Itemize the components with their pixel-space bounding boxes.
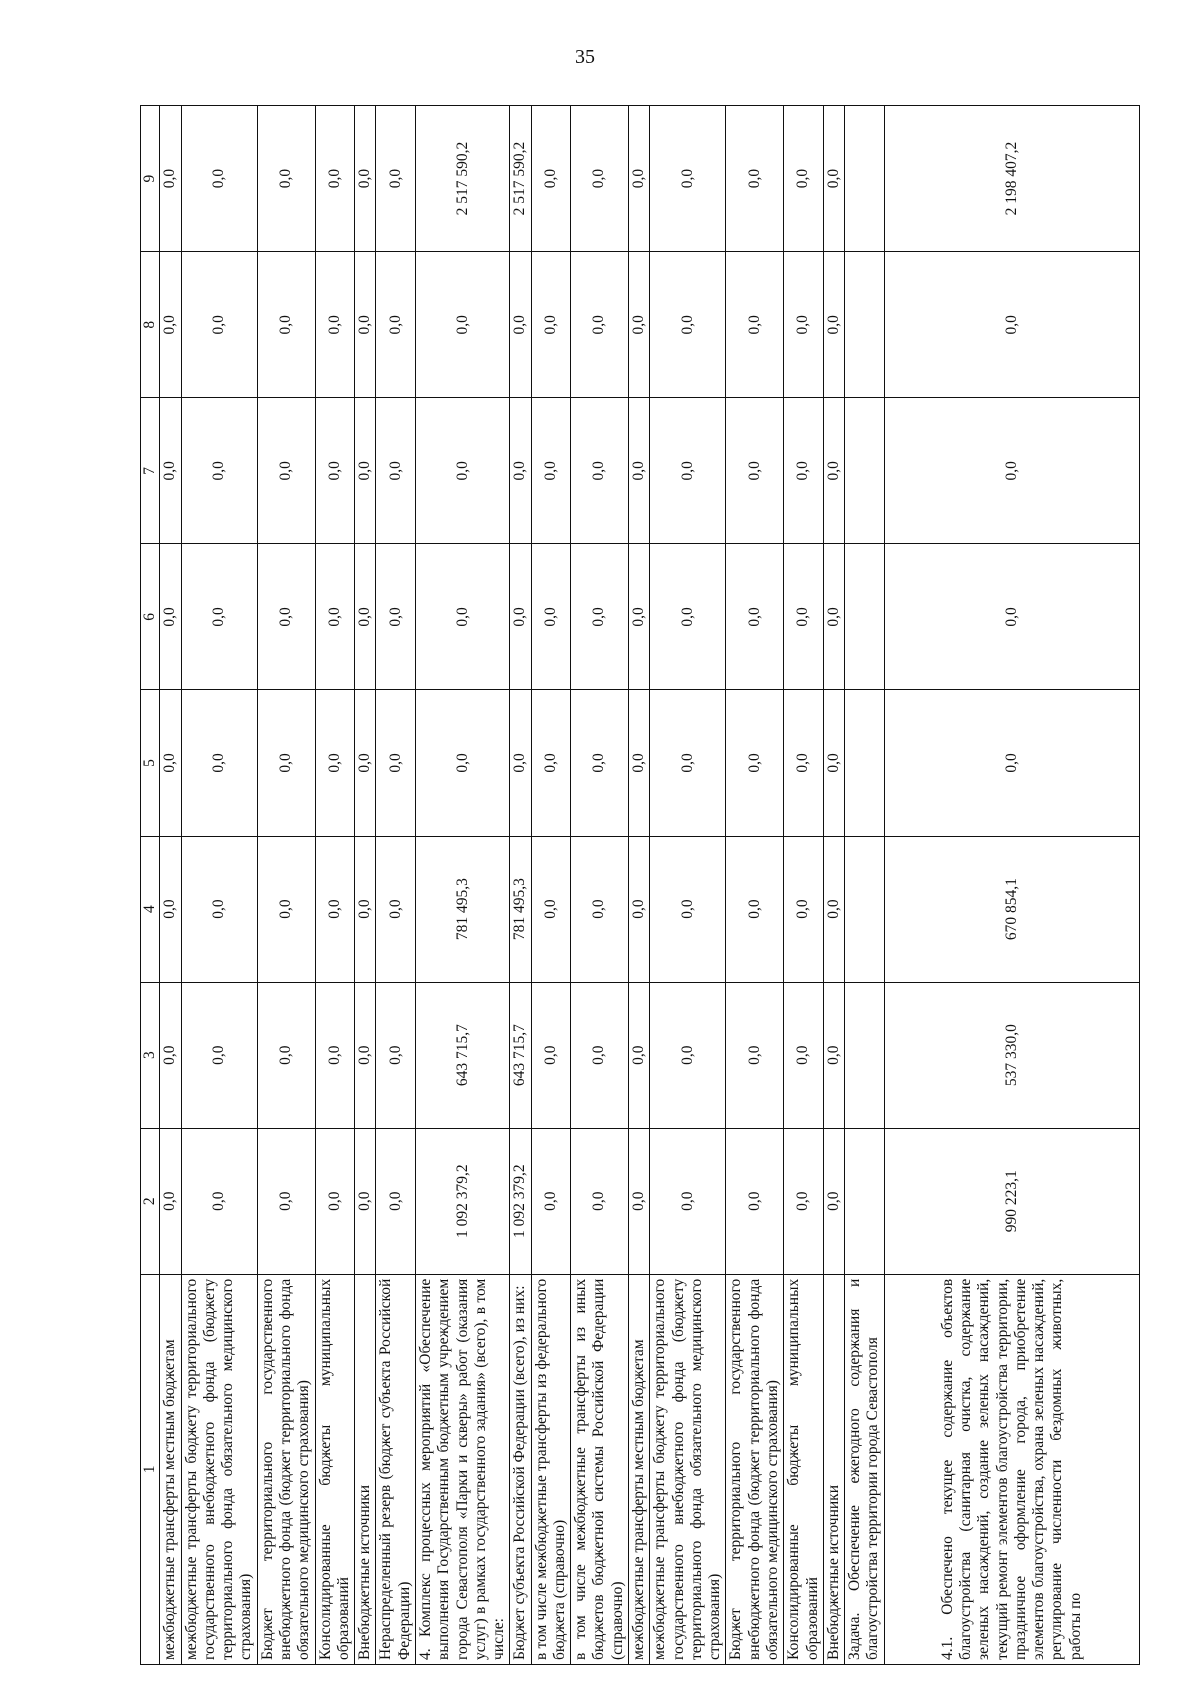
value-cell: 0,0: [257, 690, 315, 836]
value-cell: 1 092 379,2: [415, 1128, 509, 1274]
row-label: межбюджетные трансферты бюджету территориального государственного внебюджетного фонда (бюджету территориального фонда обязательного медицинского страхования): [181, 1274, 257, 1664]
row-label: 4. Комплекс процессных мероприятий «Обеспечение выполнения Государственным бюджетным учреждением города Севастополя «Парки и скверы» работ (оказания услуг) в рамках государственного задания» (всего), в том числе:: [415, 1274, 509, 1664]
row-label: Внебюджетные источники: [355, 1274, 376, 1664]
value-cell: 0,0: [160, 252, 181, 398]
value-cell: 0,0: [415, 398, 509, 544]
value-cell: 0,0: [510, 690, 531, 836]
value-cell: 0,0: [160, 836, 181, 982]
task-label: Задача. Обеспечение ежегодного содержания и благоустройства территории города Севастополя: [845, 1274, 885, 1664]
value-cell: 0,0: [726, 836, 784, 982]
value-cell: 781 495,3: [510, 836, 531, 982]
table-row: [376, 106, 416, 1665]
value-cell: 0,0: [376, 106, 416, 252]
row-label: межбюджетные трансферты местным бюджетам: [629, 1274, 650, 1664]
value-cell: 2 198 407,2: [884, 106, 1139, 252]
value-cell: 0,0: [181, 1128, 257, 1274]
empty-cell: [845, 252, 885, 398]
value-cell: 0,0: [315, 1128, 355, 1274]
value-cell: 0,0: [181, 398, 257, 544]
value-cell: 537 330,0: [884, 982, 1139, 1128]
value-cell: 0,0: [531, 544, 571, 690]
table-row: [510, 106, 531, 1665]
value-cell: 0,0: [650, 690, 726, 836]
value-cell: 0,0: [650, 544, 726, 690]
value-cell: 0,0: [571, 398, 629, 544]
value-cell: 0,0: [784, 1128, 824, 1274]
value-cell: 0,0: [531, 690, 571, 836]
value-cell: 0,0: [571, 982, 629, 1128]
table-row: [823, 106, 844, 1665]
table-row: [629, 106, 650, 1665]
value-cell: 0,0: [726, 982, 784, 1128]
row-label: Консолидированные бюджеты муниципальных образований: [315, 1274, 355, 1664]
row-label: межбюджетные трансферты местным бюджетам: [160, 1274, 181, 1664]
header-cell: 9: [141, 106, 160, 252]
header-cell: 5: [141, 690, 160, 836]
value-cell: 0,0: [355, 1128, 376, 1274]
value-cell: 0,0: [629, 106, 650, 252]
value-cell: 0,0: [376, 690, 416, 836]
value-cell: 0,0: [257, 398, 315, 544]
value-cell: 0,0: [355, 106, 376, 252]
row-label: в том числе межбюджетные трансферты из федерального бюджета (справочно): [531, 1274, 571, 1664]
row-label: Бюджет территориального государственного внебюджетного фонда (бюджет территориального фонда обязательного медицинского страхования): [257, 1274, 315, 1664]
header-cell: 1: [141, 1274, 160, 1664]
value-cell: 0,0: [784, 690, 824, 836]
value-cell: 0,0: [160, 544, 181, 690]
value-cell: 0,0: [784, 398, 824, 544]
row-label: межбюджетные трансферты бюджету территориального государственного внебюджетного фонда (бюджету территориального фонда обязательного медицинского страхования): [650, 1274, 726, 1664]
value-cell: 0,0: [784, 544, 824, 690]
value-cell: 0,0: [531, 252, 571, 398]
value-cell: 0,0: [355, 252, 376, 398]
task-row: [845, 106, 885, 1665]
value-cell: 0,0: [629, 836, 650, 982]
value-cell: 0,0: [181, 836, 257, 982]
row-label: Бюджет субъекта Российской Федерации (всего), из них:: [510, 1274, 531, 1664]
value-cell: 0,0: [160, 106, 181, 252]
value-cell: 0,0: [823, 544, 844, 690]
value-cell: 0,0: [376, 544, 416, 690]
value-cell: 0,0: [181, 106, 257, 252]
value-cell: 0,0: [315, 252, 355, 398]
value-cell: 0,0: [571, 1128, 629, 1274]
value-cell: 0,0: [315, 982, 355, 1128]
value-cell: 0,0: [823, 252, 844, 398]
value-cell: 2 517 590,2: [415, 106, 509, 252]
table-row: [415, 106, 509, 1665]
value-cell: 0,0: [355, 544, 376, 690]
row-label: в том числе межбюджетные трансферты из иных бюджетов бюджетной системы Российской Федерации (справочно): [571, 1274, 629, 1664]
value-cell: 0,0: [571, 690, 629, 836]
empty-cell: [845, 1128, 885, 1274]
value-cell: 0,0: [571, 544, 629, 690]
value-cell: 781 495,3: [415, 836, 509, 982]
empty-cell: [845, 982, 885, 1128]
value-cell: 0,0: [650, 982, 726, 1128]
value-cell: 0,0: [257, 252, 315, 398]
value-cell: 0,0: [531, 106, 571, 252]
value-cell: 0,0: [315, 544, 355, 690]
value-cell: 0,0: [355, 836, 376, 982]
value-cell: 0,0: [629, 398, 650, 544]
header-row: [141, 106, 160, 1665]
value-cell: 0,0: [160, 1128, 181, 1274]
row-label: Внебюджетные источники: [823, 1274, 844, 1664]
table-row: [784, 106, 824, 1665]
table-row: [160, 106, 181, 1665]
value-cell: 0,0: [376, 398, 416, 544]
table-row: [315, 106, 355, 1665]
row-label: Консолидированные бюджеты муниципальных образований: [784, 1274, 824, 1664]
value-cell: 1 092 379,2: [510, 1128, 531, 1274]
value-cell: 0,0: [415, 690, 509, 836]
value-cell: 0,0: [629, 1128, 650, 1274]
value-cell: 0,0: [629, 690, 650, 836]
value-cell: 0,0: [884, 398, 1139, 544]
value-cell: 0,0: [531, 398, 571, 544]
value-cell: 0,0: [355, 398, 376, 544]
empty-cell: [845, 690, 885, 836]
budget-table: [140, 105, 1140, 1665]
value-cell: 0,0: [531, 1128, 571, 1274]
table-row: [355, 106, 376, 1665]
header-cell: 7: [141, 398, 160, 544]
table-row: [571, 106, 629, 1665]
header-cell: 3: [141, 982, 160, 1128]
value-cell: 0,0: [160, 398, 181, 544]
value-cell: 0,0: [726, 252, 784, 398]
value-cell: 0,0: [355, 690, 376, 836]
table-row: [726, 106, 784, 1665]
value-cell: 0,0: [571, 106, 629, 252]
table-row: [650, 106, 726, 1665]
value-cell: 0,0: [355, 982, 376, 1128]
value-cell: 0,0: [650, 1128, 726, 1274]
value-cell: 0,0: [181, 982, 257, 1128]
value-cell: 0,0: [315, 106, 355, 252]
value-cell: 0,0: [160, 982, 181, 1128]
value-cell: 0,0: [181, 544, 257, 690]
value-cell: 0,0: [726, 544, 784, 690]
value-cell: 0,0: [510, 398, 531, 544]
value-cell: 0,0: [376, 982, 416, 1128]
value-cell: 0,0: [629, 544, 650, 690]
value-cell: 0,0: [415, 544, 509, 690]
value-cell: 0,0: [376, 252, 416, 398]
value-cell: 0,0: [315, 690, 355, 836]
value-cell: 670 854,1: [884, 836, 1139, 982]
value-cell: 0,0: [181, 252, 257, 398]
value-cell: 0,0: [629, 252, 650, 398]
header-cell: 2: [141, 1128, 160, 1274]
empty-cell: [845, 544, 885, 690]
value-cell: 0,0: [823, 690, 844, 836]
value-cell: 0,0: [784, 982, 824, 1128]
item-label: 4.1. Обеспечено текущее содержание объектов благоустройства (санитарная очистка, содержание зеленых насаждений, создание зеленых насаждений, текущий ремонт элементов благоустройства территории, праздничное оформление города, приобретение элементов благоустройства, охрана зеленых насаждений, регулирование численности бездомных животных, работы по: [884, 1274, 1139, 1664]
value-cell: 0,0: [784, 836, 824, 982]
value-cell: 0,0: [650, 836, 726, 982]
value-cell: 0,0: [257, 836, 315, 982]
value-cell: 0,0: [257, 1128, 315, 1274]
value-cell: 0,0: [823, 398, 844, 544]
value-cell: 0,0: [726, 1128, 784, 1274]
item-row: [884, 106, 1139, 1665]
value-cell: 0,0: [257, 982, 315, 1128]
header-cell: 8: [141, 252, 160, 398]
value-cell: 0,0: [884, 544, 1139, 690]
table-row: [257, 106, 315, 1665]
value-cell: 0,0: [315, 398, 355, 544]
value-cell: 0,0: [181, 690, 257, 836]
value-cell: 0,0: [823, 106, 844, 252]
value-cell: 0,0: [823, 1128, 844, 1274]
value-cell: 0,0: [571, 252, 629, 398]
value-cell: 990 223,1: [884, 1128, 1139, 1274]
value-cell: 0,0: [650, 398, 726, 544]
empty-cell: [845, 836, 885, 982]
value-cell: 0,0: [784, 252, 824, 398]
value-cell: 0,0: [257, 106, 315, 252]
value-cell: 0,0: [510, 252, 531, 398]
value-cell: 643 715,7: [510, 982, 531, 1128]
value-cell: 2 517 590,2: [510, 106, 531, 252]
value-cell: 0,0: [726, 398, 784, 544]
value-cell: 0,0: [376, 836, 416, 982]
empty-cell: [845, 398, 885, 544]
header-cell: 6: [141, 544, 160, 690]
value-cell: 0,0: [315, 836, 355, 982]
value-cell: 0,0: [884, 690, 1139, 836]
value-cell: 0,0: [415, 252, 509, 398]
value-cell: 0,0: [726, 690, 784, 836]
value-cell: 0,0: [823, 836, 844, 982]
value-cell: 0,0: [531, 982, 571, 1128]
page-number: 35: [575, 46, 595, 68]
rotated-table-container: [140, 105, 1140, 1665]
value-cell: 0,0: [784, 106, 824, 252]
value-cell: 0,0: [376, 1128, 416, 1274]
row-label: Нераспределенный резерв (бюджет субъекта Российской Федерации): [376, 1274, 416, 1664]
header-cell: 4: [141, 836, 160, 982]
value-cell: 0,0: [571, 836, 629, 982]
value-cell: 0,0: [160, 690, 181, 836]
row-label: Бюджет территориального государственного внебюджетного фонда (бюджет территориального фонда обязательного медицинского страхования): [726, 1274, 784, 1664]
empty-cell: [845, 106, 885, 252]
value-cell: 0,0: [510, 544, 531, 690]
value-cell: 643 715,7: [415, 982, 509, 1128]
value-cell: 0,0: [884, 252, 1139, 398]
value-cell: 0,0: [257, 544, 315, 690]
value-cell: 0,0: [650, 106, 726, 252]
value-cell: 0,0: [531, 836, 571, 982]
value-cell: 0,0: [650, 252, 726, 398]
table-row: [531, 106, 571, 1665]
value-cell: 0,0: [726, 106, 784, 252]
value-cell: 0,0: [823, 982, 844, 1128]
table-row: [181, 106, 257, 1665]
value-cell: 0,0: [629, 982, 650, 1128]
